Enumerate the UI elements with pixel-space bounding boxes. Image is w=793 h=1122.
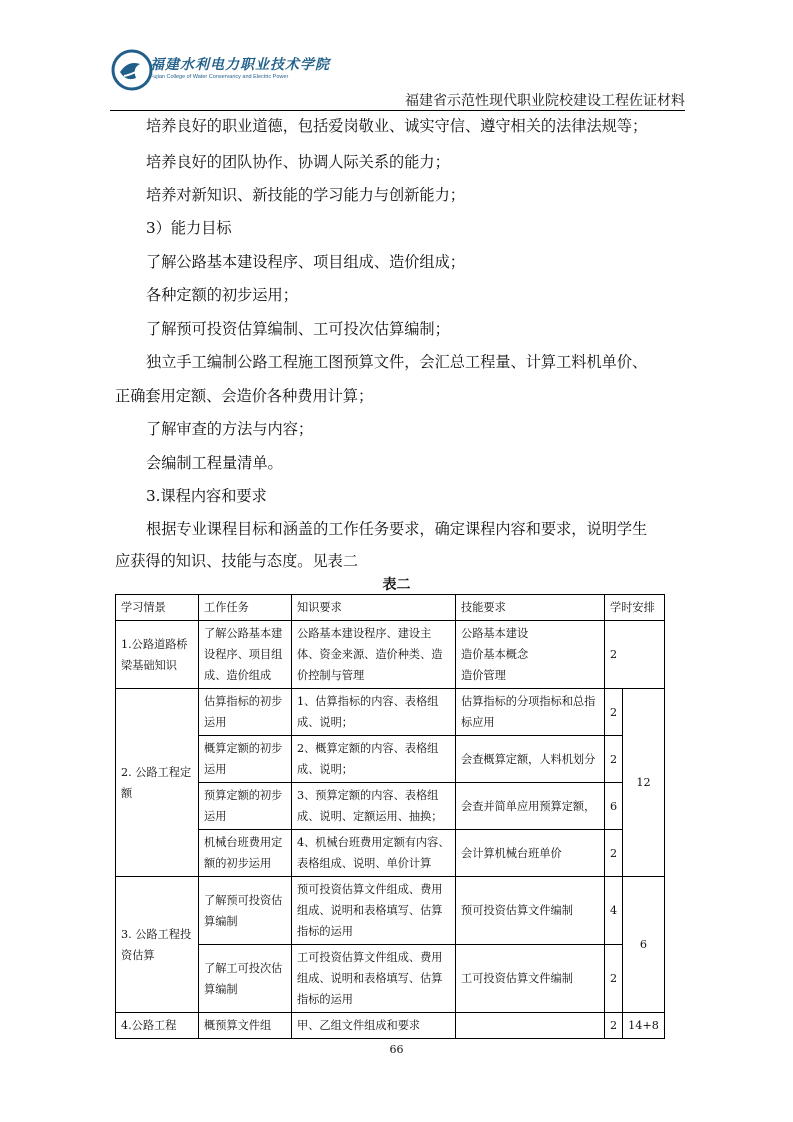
- skill-line: 造价管理: [461, 669, 506, 682]
- total-hours-cell: 6: [623, 877, 665, 1013]
- header-cell: 学时安排: [605, 595, 665, 621]
- skill-cell: 会查并简单应用预算定额，: [456, 783, 605, 830]
- task-cell: 概算定额的初步运用: [199, 736, 292, 783]
- paragraph-line: 会编制工程量清单。: [146, 454, 283, 472]
- table-row: [116, 736, 665, 783]
- table-header-row: [116, 595, 665, 621]
- scene-cell: 1.公路道路桥梁基础知识: [116, 621, 199, 689]
- paragraph-line: 正确套用定额、会造价各种费用计算；: [115, 387, 374, 405]
- knowledge-cell: 公路基本建设程序、建设主体、资金来源、造价种类、造价控制与管理: [292, 621, 456, 689]
- knowledge-cell: 4、机械台班费用定额有内容、表格组成、说明、单价计算: [292, 830, 456, 877]
- paragraph-line: 了解预可投资估算编制、工可投次估算编制；: [146, 320, 450, 338]
- logo-english-name: Fujian College of Water Conservancy and Electric Power: [150, 74, 289, 80]
- header-cell: 工作任务: [199, 595, 292, 621]
- college-logo: [110, 48, 330, 94]
- table-row: [116, 1013, 665, 1039]
- task-cell: 了解工可投次估算编制: [199, 945, 292, 1013]
- table-row: [116, 783, 665, 830]
- table-row: [116, 945, 665, 1013]
- skill-cell: [456, 621, 605, 689]
- hours-cell: 4: [605, 877, 623, 945]
- task-cell: 估算指标的初步运用: [199, 689, 292, 736]
- skill-cell: 预可投资估算文件编制: [456, 877, 605, 945]
- scene-cell: 3. 公路工程投资估算: [116, 877, 199, 1013]
- table-row: [116, 689, 665, 736]
- knowledge-cell: 1、估算指标的内容、表格组成、说明；: [292, 689, 456, 736]
- knowledge-cell: 预可投资估算文件组成、费用组成、说明和表格填写、估算指标的运用: [292, 877, 456, 945]
- header-cell: 技能要求: [456, 595, 605, 621]
- paragraph-line: 独立手工编制公路工程施工图预算文件，会汇总工程量、计算工料机单价、: [146, 353, 648, 371]
- knowledge-cell: 2、概算定额的内容、表格组成、说明；: [292, 736, 456, 783]
- skill-line: 造价基本概念: [461, 648, 529, 661]
- page-number: 66: [389, 1043, 404, 1056]
- task-cell: 预算定额的初步运用: [199, 783, 292, 830]
- knowledge-cell: 3、预算定额的内容、表格组成、说明、定额运用、抽换；: [292, 783, 456, 830]
- knowledge-cell: 甲、乙组文件组成和要求: [292, 1013, 456, 1039]
- course-content-table: [115, 594, 665, 1039]
- hours-cell: 2: [605, 830, 623, 877]
- header-cell: 知识要求: [292, 595, 456, 621]
- page-header: [110, 44, 685, 110]
- paragraph-line: 了解审查的方法与内容；: [146, 420, 314, 438]
- logo-chinese-name: 福建水利电力职业技术学院: [150, 57, 330, 73]
- section-heading: 3）能力目标: [146, 219, 232, 237]
- task-cell: 概预算文件组: [199, 1013, 292, 1039]
- task-cell: 机械台班费用定额的初步运用: [199, 830, 292, 877]
- skill-cell: [456, 1013, 605, 1039]
- table-row: [116, 621, 665, 689]
- table-row: [116, 877, 665, 945]
- college-emblem-icon: [110, 48, 154, 92]
- header-rule: [110, 110, 685, 111]
- header-title: 福建省示范性现代职业院校建设工程佐证材料: [405, 93, 685, 109]
- paragraph-line: 根据专业课程目标和涵盖的工作任务要求，确定课程内容和要求，说明学生: [146, 520, 648, 538]
- skill-line: 公路基本建设: [461, 627, 529, 640]
- paragraph-line: 了解公路基本建设程序、项目组成、造价组成；: [146, 253, 465, 271]
- paragraph-line: 培养良好的职业道德，包括爱岗敬业、诚实守信、遵守相关的法律法规等；: [146, 117, 648, 135]
- hours-cell: 2: [605, 1013, 623, 1039]
- hours-cell: 6: [605, 783, 623, 830]
- header-cell: 学习情景: [116, 595, 199, 621]
- task-cell: 了解预可投资估算编制: [199, 877, 292, 945]
- scene-cell: 4.公路工程: [116, 1013, 199, 1039]
- paragraph-line: 应获得的知识、技能与态度。见表二: [115, 552, 358, 570]
- paragraph-line: 各种定额的初步运用；: [146, 286, 298, 304]
- hours-cell: 2: [605, 689, 623, 736]
- skill-cell: 会查概算定额，人料机划分: [456, 736, 605, 783]
- skill-cell: 估算指标的分项指标和总指标应用: [456, 689, 605, 736]
- hours-cell: 2: [605, 736, 623, 783]
- skill-cell: 会计算机械台班单价: [456, 830, 605, 877]
- task-cell: 了解公路基本建设程序、项目组成、造价组成: [199, 621, 292, 689]
- skill-cell: 工可投资估算文件编制: [456, 945, 605, 1013]
- scene-cell: 2. 公路工程定额: [116, 689, 199, 877]
- total-hours-cell: 12: [623, 689, 665, 877]
- paragraph-line: 培养对新知识、新技能的学习能力与创新能力；: [146, 186, 465, 204]
- total-hours-cell: 14+8: [623, 1013, 665, 1039]
- hours-cell: 2: [605, 945, 623, 1013]
- table-row: [116, 830, 665, 877]
- knowledge-cell: 工可投资估算文件组成、费用组成、说明和表格填写、估算指标的运用: [292, 945, 456, 1013]
- table-title: 表二: [382, 577, 411, 593]
- section-heading: 3.课程内容和要求: [146, 487, 267, 505]
- hours-cell: 2: [605, 621, 665, 689]
- paragraph-line: 培养良好的团队协作、协调人际关系的能力；: [146, 153, 450, 171]
